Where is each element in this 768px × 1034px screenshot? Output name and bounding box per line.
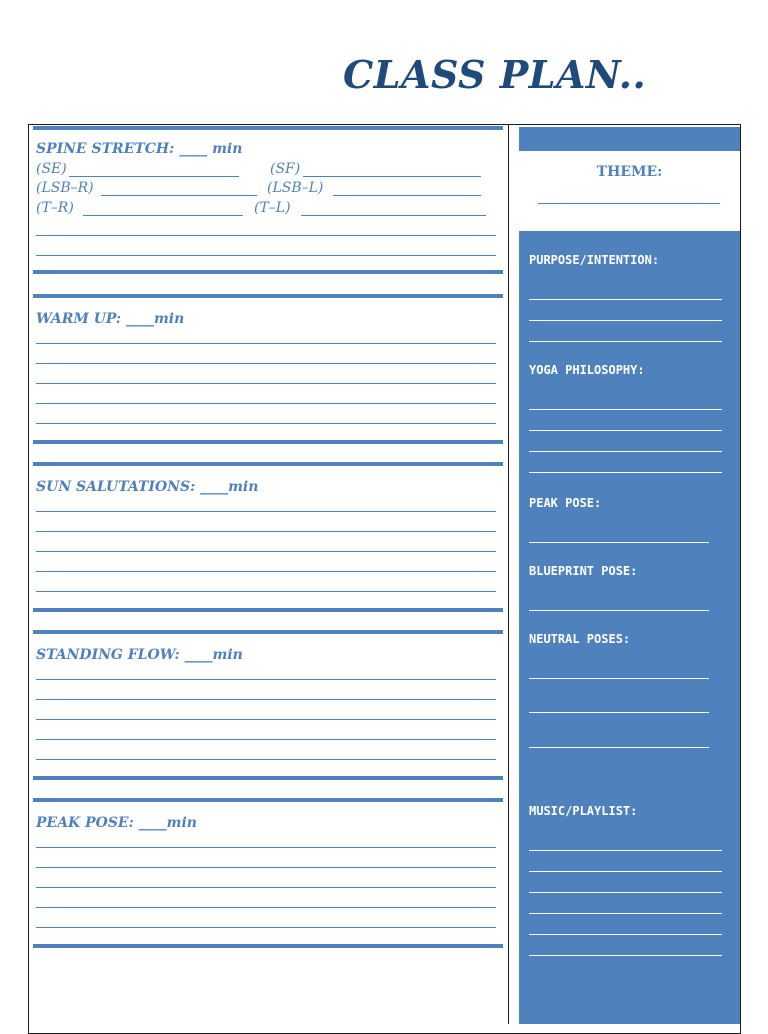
peak-pose-label: PEAK POSE:	[529, 496, 602, 510]
sidebar-panel	[519, 231, 740, 1024]
note-line[interactable]	[36, 887, 496, 888]
sidebar-header-bar	[519, 127, 740, 151]
note-line[interactable]	[36, 927, 496, 928]
section-top-bar	[33, 630, 503, 634]
music-field[interactable]	[529, 871, 722, 872]
section-top-bar	[33, 294, 503, 298]
note-line[interactable]	[36, 255, 496, 256]
neutral-poses-label: NEUTRAL POSES:	[529, 632, 631, 646]
sf-field[interactable]	[303, 176, 481, 177]
lsb-r-label: (LSB–R)	[36, 180, 94, 196]
purpose-field[interactable]	[529, 299, 722, 300]
t-l-label: (T–L)	[254, 200, 291, 216]
t-r-label: (T–R)	[36, 200, 74, 216]
peak-pose-heading: PEAK POSE: ____min	[36, 815, 197, 831]
philosophy-field[interactable]	[529, 409, 722, 410]
note-line[interactable]	[36, 867, 496, 868]
purpose-label: PURPOSE/INTENTION:	[529, 253, 660, 267]
section-top-bar	[33, 462, 503, 466]
section-bottom-bar	[33, 944, 503, 948]
lsb-r-field[interactable]	[101, 195, 257, 196]
note-line[interactable]	[36, 383, 496, 384]
section-top-bar	[33, 126, 503, 130]
standing-flow-section	[33, 630, 503, 780]
column-divider	[508, 124, 509, 1024]
peak-pose-field[interactable]	[529, 542, 709, 543]
note-line[interactable]	[36, 343, 496, 344]
lsb-l-field[interactable]	[333, 195, 481, 196]
spine-stretch-section	[33, 126, 503, 276]
t-l-field[interactable]	[301, 215, 486, 216]
note-line[interactable]	[36, 423, 496, 424]
theme-field[interactable]	[538, 203, 720, 204]
note-line[interactable]	[36, 511, 496, 512]
music-field[interactable]	[529, 850, 722, 851]
se-label: (SE)	[36, 161, 67, 177]
note-line[interactable]	[36, 571, 496, 572]
note-line[interactable]	[36, 235, 496, 236]
section-bottom-bar	[33, 776, 503, 780]
neutral-poses-field[interactable]	[529, 712, 709, 713]
se-field[interactable]	[69, 176, 239, 177]
neutral-poses-field[interactable]	[529, 747, 709, 748]
peak-pose-section	[33, 798, 503, 948]
section-bottom-bar	[33, 270, 503, 274]
note-line[interactable]	[36, 363, 496, 364]
t-r-field[interactable]	[83, 215, 243, 216]
note-line[interactable]	[36, 719, 496, 720]
warm-up-section	[33, 294, 503, 444]
sun-salutations-heading: SUN SALUTATIONS: ____min	[36, 479, 259, 495]
blueprint-pose-label: BLUEPRINT POSE:	[529, 564, 638, 578]
section-bottom-bar	[33, 608, 503, 612]
sf-label: (SF)	[270, 161, 301, 177]
section-top-bar	[33, 798, 503, 802]
note-line[interactable]	[36, 531, 496, 532]
note-line[interactable]	[36, 403, 496, 404]
philosophy-label: YOGA PHILOSOPHY:	[529, 363, 645, 377]
warm-up-heading: WARM UP: ____min	[36, 311, 185, 327]
note-line[interactable]	[36, 907, 496, 908]
purpose-field[interactable]	[529, 320, 722, 321]
philosophy-field[interactable]	[529, 430, 722, 431]
blueprint-pose-field[interactable]	[529, 610, 709, 611]
note-line[interactable]	[36, 591, 496, 592]
music-field[interactable]	[529, 934, 722, 935]
standing-flow-heading: STANDING FLOW: ____min	[36, 647, 243, 663]
theme-box	[519, 151, 740, 231]
neutral-poses-field[interactable]	[529, 678, 709, 679]
note-line[interactable]	[36, 699, 496, 700]
music-field[interactable]	[529, 913, 722, 914]
note-line[interactable]	[36, 679, 496, 680]
music-playlist-label: MUSIC/PLAYLIST:	[529, 804, 638, 818]
philosophy-field[interactable]	[529, 451, 722, 452]
philosophy-field[interactable]	[529, 472, 722, 473]
purpose-field[interactable]	[529, 341, 722, 342]
sun-salutations-section	[33, 462, 503, 612]
music-field[interactable]	[529, 892, 722, 893]
note-line[interactable]	[36, 739, 496, 740]
theme-label: THEME:	[596, 164, 663, 180]
section-bottom-bar	[33, 440, 503, 444]
lsb-l-label: (LSB–L)	[267, 180, 324, 196]
spine-stretch-heading: SPINE STRETCH: ____ min	[36, 141, 243, 157]
music-field[interactable]	[529, 955, 722, 956]
note-line[interactable]	[36, 551, 496, 552]
note-line[interactable]	[36, 847, 496, 848]
page-title: CLASS PLAN..	[343, 52, 647, 97]
note-line[interactable]	[36, 759, 496, 760]
